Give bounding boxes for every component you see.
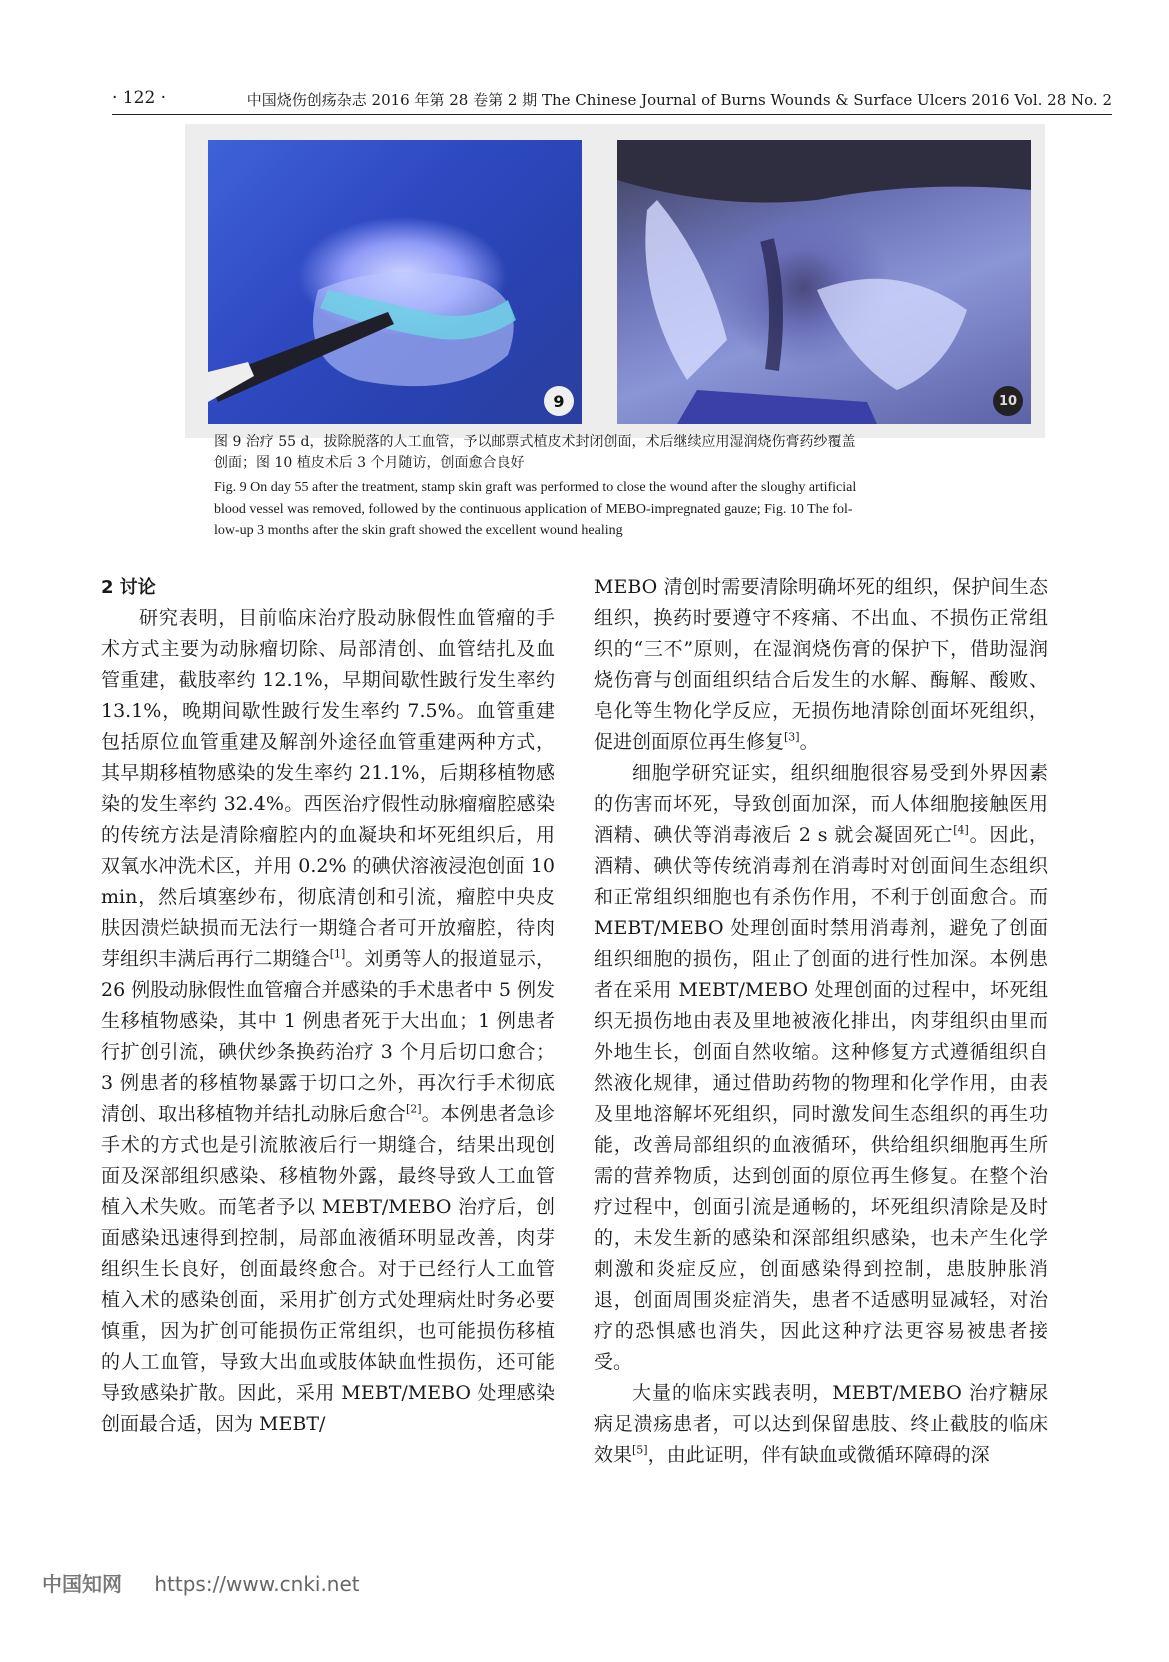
caption-cn-line: 创面；图 10 植皮术后 3 个月随访，创面愈合良好	[214, 455, 525, 471]
figure-caption-chinese	[214, 432, 954, 474]
running-header	[112, 88, 1112, 115]
paragraph-text: 细胞学研究证实，组织细胞很容易受到外界因素的伤害而坏死，导致创面加深，而人体细胞接触医用酒精、碘伏等消毒液后 2 s 就会凝固死亡	[594, 762, 1048, 846]
body-paragraph	[594, 758, 1048, 1378]
paragraph-text: 研究表明，目前临床治疗股动脉假性血管瘤的手术方式主要为动脉瘤切除、局部清创、血管结扎及血管重建，截肢率约 12.1%，早期间歇性跛行发生率约 13.1%，晚期间歇性跛行发生率约 7.5%。血管重建包括原位血管重建及解剖外途径血管重建两种方式，其早期移植物感染的发生率约 21.1%，后期移植物感染的发生率约 32.4%。西医治疗假性动脉瘤瘤腔感染的传统方法是清除瘤腔内的血凝块和坏死组织后，用双氧水冲洗术区，并用 0.2% 的碘伏溶液浸泡创面 10 min，然后填塞纱布，彻底清创和引流，瘤腔中央皮肤因溃烂缺损而无法行一期缝合者可开放瘤腔，待肉芽组织丰满后再行二期缝合	[101, 607, 555, 970]
journal-title: 中国烧伤创疡杂志 2016 年第 28 卷第 2 期 The Chinese Journal of Burns Wounds & Surface Ulcers 2016 Vol. 28 No. 2	[246, 91, 1112, 109]
figure-10-illustration	[617, 140, 1031, 424]
paragraph-text: 。刘勇等人的报道显示，26 例股动脉假性血管瘤合并感染的手术患者中 5 例发生移植物感染，其中 1 例患者死于大出血；1 例患者行扩创引流，碘伏纱条换药治疗 3 个月后切口愈合；3 例患者的移植物暴露于切口之外，再次行手术彻底清创、取出移植物并结扎动脉后愈合	[101, 948, 555, 1125]
paragraph-text: ，由此证明，伴有缺血或微循环障碍的深	[647, 1444, 990, 1466]
figure-panel	[185, 124, 1045, 438]
citation[interactable]: [3]	[784, 730, 800, 744]
section-title: 2 讨论	[101, 577, 156, 598]
page-number: · 122 ·	[112, 88, 167, 108]
caption-cn-line: 图 9 治疗 55 d，拔除脱落的人工血管，予以邮票式植皮术封闭创面，术后继续应用湿润烧伤膏药纱覆盖	[214, 434, 856, 450]
right-column	[594, 572, 1048, 1471]
citation[interactable]: [5]	[632, 1443, 648, 1457]
caption-en-line: Fig. 9 On day 55 after the treatment, stamp skin graft was performed to close the wound after the sloughy artificial	[214, 480, 857, 495]
citation[interactable]: [4]	[953, 823, 969, 837]
cnki-url[interactable]: https://www.cnki.net	[154, 1572, 360, 1596]
figure-10-photo	[617, 140, 1031, 424]
body-paragraph	[594, 1378, 1048, 1471]
body-paragraph	[101, 603, 555, 1440]
paragraph-text: 。因此，酒精、碘伏等传统消毒剂在消毒时对创面间生态组织和正常组织细胞也有杀伤作用，不利于创面愈合。而 MEBT/MEBO 处理创面时禁用消毒剂，避免了创面组织细胞的损伤，阻止了创面的进行性加深。本例患者在采用 MEBT/MEBO 处理创面的过程中，坏死组织无损伤地由表及里地被液化排出，肉芽组织由里而外地生长，创面自然收缩。这种修复方式遵循组织自然液化规律，通过借助药物的物理和化学作用，由表及里地溶解坏死组织，同时激发间生态组织的再生功能，改善局部组织的血液循环，供给组织细胞再生所需的营养物质，达到创面的原位再生修复。在整个治疗过程中，创面引流是通畅的，坏死组织清除是及时的，未发生新的感染和深部组织感染，也未产生化学刺激和炎症反应，创面感染得到控制，患肢肿胀消退，创面周围炎症消失，患者不适感明显减轻，对治疗的恐惧感也消失，因此这种疗法更容易被患者接受。	[594, 824, 1048, 1373]
paragraph-text: 。本例患者急诊手术的方式也是引流脓液后行一期缝合，结果出现创面及深部组织感染、移植物外露，最终导致人工血管植入术失败。而笔者予以 MEBT/MEBO 治疗后，创面感染迅速得到控制，局部血液循环明显改善，肉芽组织生长良好，创面最终愈合。对于已经行人工血管植入术的感染创面，采用扩创方式处理病灶时务必要慎重，因为扩创可能损伤正常组织，也可能损伤移植的人工血管，导致大出血或肢体缺血性损伤，还可能导致感染扩散。因此，采用 MEBT/MEBO 处理感染创面最合适，因为 MEBT/	[101, 1103, 555, 1435]
figure-9-illustration	[208, 140, 582, 424]
paragraph-text: 。	[799, 731, 819, 753]
figure-caption-english	[214, 477, 954, 542]
paragraph-text: 大量的临床实践表明，MEBT/MEBO 治疗糖尿病足溃疡患者，可以达到保留患肢、终止截肢的临床效果	[594, 1382, 1048, 1466]
body-paragraph	[594, 572, 1048, 758]
figure-9-label: 9	[544, 386, 574, 416]
paragraph-text: MEBO 清创时需要清除明确坏死的组织，保护间生态组织，换药时要遵守不疼痛、不出血、不损伤正常组织的“三不”原则，在湿润烧伤膏的保护下，借助湿润烧伤膏与创面组织结合后发生的水解、酶解、酸败、皂化等生物化学反应，无损伤地清除创面坏死组织，促进创面原位再生修复	[594, 576, 1048, 753]
caption-en-line: low-up 3 months after the skin graft showed the excellent wound healing	[214, 523, 623, 538]
cnki-logo: 中国知网	[42, 1572, 122, 1596]
figure-9-photo	[208, 140, 582, 424]
citation[interactable]: [2]	[405, 1102, 422, 1116]
watermark-footer	[42, 1568, 360, 1597]
citation[interactable]: [1]	[329, 947, 346, 961]
caption-en-line: blood vessel was removed, followed by the continuous application of MEBO-impregnated gauze; Fig. 10 The fol-	[214, 501, 853, 517]
figure-10-label: 10	[993, 386, 1023, 416]
left-column	[101, 572, 555, 1440]
